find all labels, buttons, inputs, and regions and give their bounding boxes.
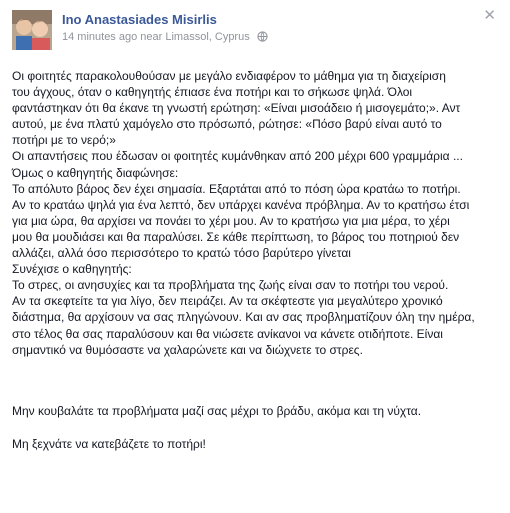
- post-closing-line: Μη ξεχνάτε να κατεβάζετε το ποτήρι!: [12, 436, 206, 451]
- post-line: για μια ώρα, θα αρχίσει να πονάει το χέρι μου. Αν το κρατήσω για μια μέρα, το χέρι: [12, 213, 450, 228]
- post-line: σημαντικό να θυμόσαστε να χαλαρώνετε και να διώχνετε το στρες.: [12, 342, 363, 357]
- close-icon[interactable]: ✕: [483, 7, 496, 24]
- spacer: [12, 419, 498, 436]
- post-location[interactable]: near Limassol, Cyprus: [140, 31, 250, 43]
- post-line: ποτήρι με το νερό;»: [12, 133, 116, 148]
- post-line: Οι φοιτητές παρακολουθούσαν με μεγάλο ενδιαφέρον το μάθημα για τη διαχείριση: [12, 69, 446, 83]
- avatar[interactable]: [12, 10, 52, 50]
- post-line: αυτού, με ένα πλατύ χαμόγελο στο πρόσωπό, ρώτησε: «Πόσο βαρύ είναι αυτό το: [12, 117, 442, 132]
- post-line: του άγχους, όταν ο καθηγητής έπιασε ένα ποτήρι και το σήκωσε ψηλά. Όλοι: [12, 85, 413, 100]
- post-line: Αν τα σκεφτείτε τα για λίγο, δεν πειράζει. Αν τα σκέφτεστε για μεγαλύτερο χρονικό: [12, 294, 443, 309]
- post-line: Οι απαντήσεις που έδωσαν οι φοιτητές κυμάνθηκαν από 200 μέχρι 600 γραμμάρια ...: [12, 149, 463, 164]
- spacer: [12, 358, 498, 403]
- post-line: μου θα μουδιάσει και θα παραλύσει. Σε κάθε περίπτωση, το βάρος του ποτηριού δεν: [12, 229, 460, 244]
- post-line: Όμως ο καθηγητής διαφώνησε:: [12, 165, 179, 180]
- avatar-photo: [12, 10, 52, 50]
- post-line: φαντάστηκαν ότι θα έκανε τη γνωστή ερώτηση: «Είναι μισοάδειο ή μισογεμάτο;». Αντ: [12, 101, 461, 116]
- post-line: διάστημα, θα αρχίσουν να σας πληγώνουν. Και αν σας προβληματίζουν όλη την ημέρα,: [12, 310, 475, 325]
- post-line: στο τέλος θα σας παραλύσουν και θα νιώσετε ανίκανοι να κάνετε οτιδήποτε. Είναι: [12, 326, 443, 341]
- post-meta: [62, 31, 268, 45]
- globe-icon[interactable]: [257, 31, 268, 45]
- post-line: Το απόλυτο βάρος δεν έχει σημασία. Εξαρτάται από το πόση ώρα κρατάω το ποτήρι.: [12, 181, 461, 196]
- post-closing-line: Μην κουβαλάτε τα προβλήματα μαζί σας μέχρι το βράδυ, ακόμα και τη νύχτα.: [12, 403, 422, 418]
- post-line: Συνέχισε ο καθηγητής:: [12, 262, 132, 277]
- post-body: [12, 68, 498, 452]
- post-time[interactable]: 14 minutes ago: [62, 31, 138, 43]
- post-line: αλλάζει, αλλά όσο περισσότερο το κρατώ τόσο βαρύτερο γίνεται: [12, 246, 351, 261]
- post-line: Αν το κρατάω ψηλά για ένα λεπτό, δεν υπάρχει κανένα πρόβλημα. Αν το κρατήσω έτσι: [12, 197, 470, 212]
- post-line: Το στρες, οι ανησυχίες και τα προβλήματα της ζωής είναι σαν το ποτήρι του νερού.: [12, 278, 449, 293]
- author-name[interactable]: Ino Anastasiades Misirlis: [62, 12, 217, 27]
